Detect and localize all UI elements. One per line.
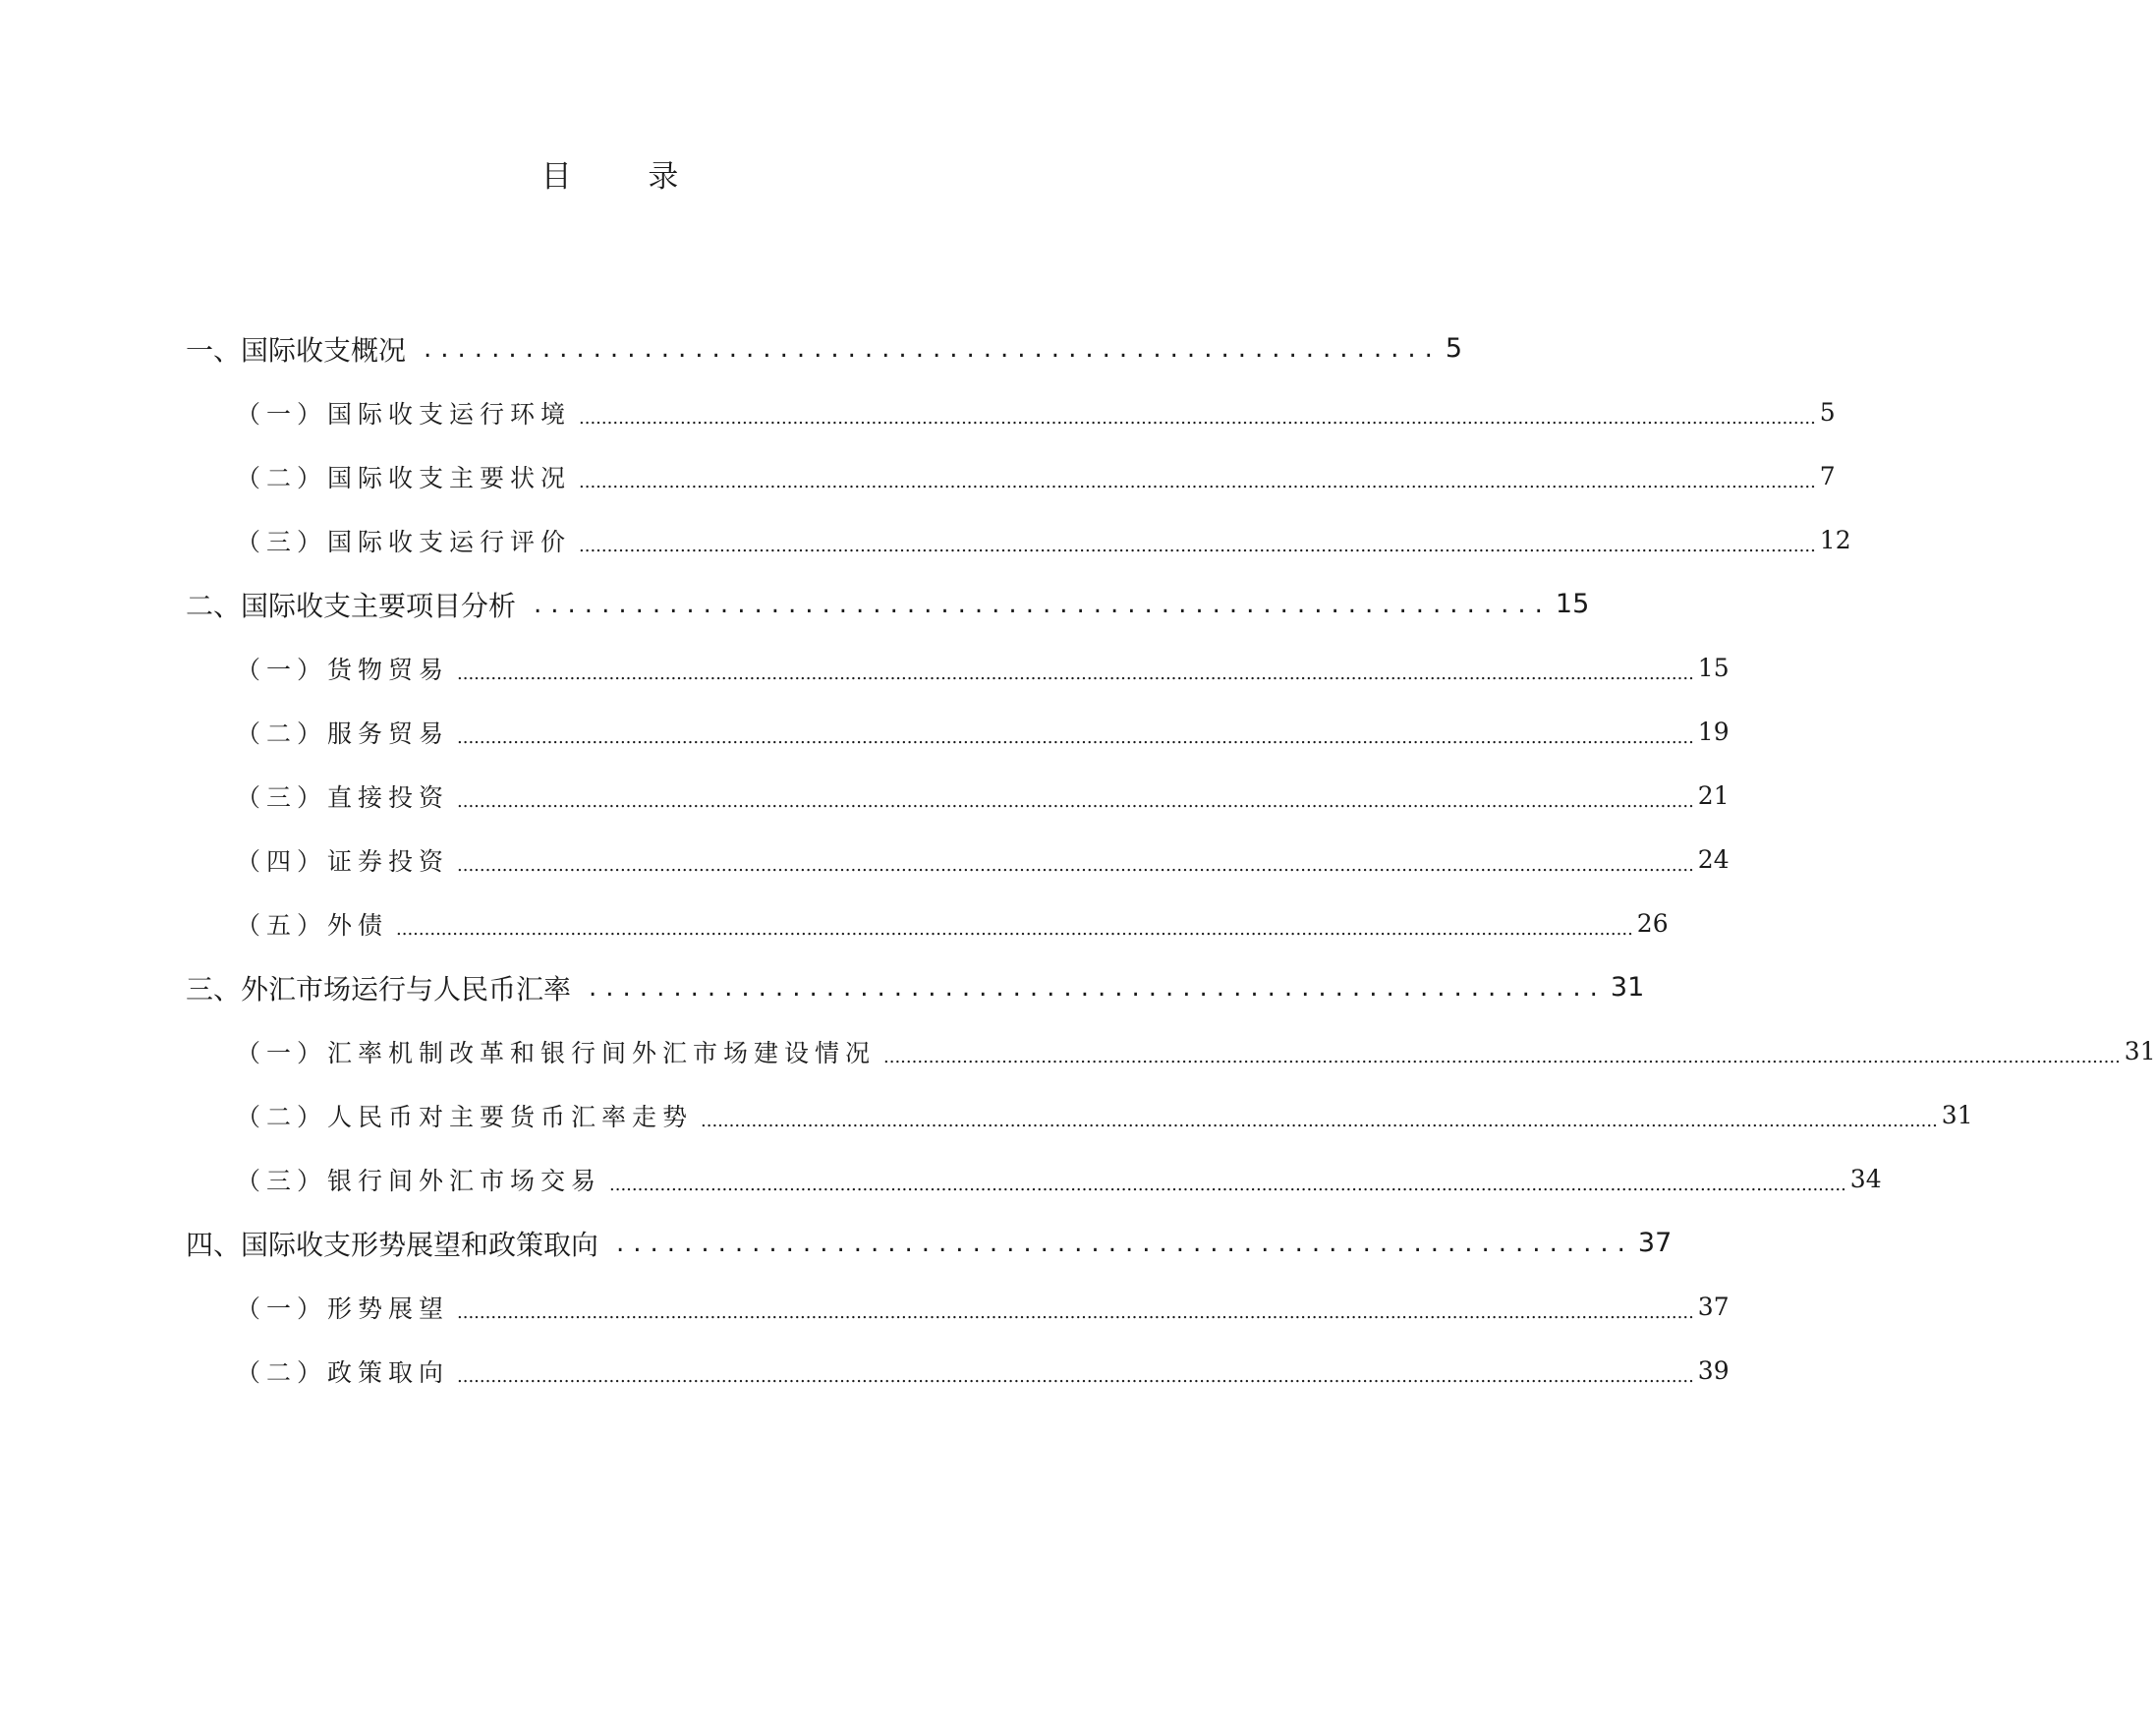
toc-entry-label: （一）汇率机制改革和银行间外汇市场建设情况 [236, 1038, 877, 1067]
toc-section-entry[interactable] [0, 508, 1851, 572]
toc-entry-label: （二）国际收支主要状况 [236, 463, 572, 492]
toc-dot-leader: ............................................................................................................................................................................................................................ [457, 855, 1694, 876]
toc-page-number: 19 [1697, 718, 1730, 746]
toc-chapter-entry[interactable] [0, 1211, 1673, 1275]
table-of-contents [0, 316, 2156, 1403]
toc-page-number: 15 [1697, 654, 1730, 682]
toc-dot-leader: ............................................................................................................................................................................................................................ [579, 536, 1816, 556]
toc-entry-label: （四）证券投资 [236, 846, 450, 876]
toc-dot-leader: ............................................................................................................................................................................................................................ [579, 408, 1816, 429]
toc-section-entry[interactable] [0, 1339, 1730, 1403]
toc-chapter-entry[interactable] [0, 316, 1463, 380]
toc-entry-label: （五）外债 [236, 910, 389, 940]
toc-entry-label: （一）形势展望 [236, 1294, 450, 1323]
toc-entry-label: （三）银行间外汇市场交易 [236, 1166, 602, 1195]
toc-entry-label: （二）人民币对主要货币汇率走势 [236, 1102, 694, 1131]
toc-section-entry[interactable] [0, 1019, 2156, 1083]
toc-page-number: 39 [1697, 1356, 1730, 1385]
toc-chapter-entry[interactable] [0, 572, 1590, 636]
toc-dot-leader: ............................................................................................................................................................................................................................ [457, 1302, 1694, 1323]
toc-page-number: 5 [1819, 398, 1836, 427]
toc-dot-leader: ............................................................................................................................................................................................................................ [457, 727, 1694, 748]
toc-page-number: 5 [1445, 333, 1463, 364]
toc-dot-leader: ............................................................................................................................................................................................................................ [457, 663, 1694, 684]
toc-section-entry[interactable] [0, 891, 1669, 955]
toc-entry-label: （二）政策取向 [236, 1357, 450, 1387]
toc-section-entry[interactable] [0, 444, 1836, 508]
toc-entry-label: （二）服务贸易 [236, 719, 450, 748]
toc-entry-label: （三）国际收支运行评价 [236, 527, 572, 556]
toc-dot-leader: ............................................................................................................................................................................................................................ [457, 1366, 1694, 1387]
toc-page-number: 24 [1697, 845, 1730, 874]
toc-page-number: 26 [1636, 909, 1669, 938]
toc-page-number: 12 [1819, 526, 1851, 554]
toc-entry-label: （一）货物贸易 [236, 655, 450, 684]
toc-section-entry[interactable] [0, 764, 1730, 828]
toc-page-number: 34 [1849, 1165, 1882, 1193]
toc-page-number: 7 [1819, 462, 1836, 490]
toc-entry-label: 三、外汇市场运行与人民币汇率 [186, 972, 572, 1006]
toc-page-number: 31 [1941, 1101, 1973, 1129]
toc-section-entry[interactable] [0, 1275, 1730, 1339]
toc-entry-label: 一、国际收支概况 [186, 333, 407, 367]
toc-dot-leader: ............................................................................................................................................................................................................................ [396, 919, 1633, 940]
toc-entry-label: 四、国际收支形势展望和政策取向 [186, 1228, 599, 1261]
page-title: 目 录 [540, 159, 712, 195]
toc-dot-leader: ............................................................ [589, 972, 1607, 1003]
toc-dot-leader: ............................................................................................................................................................................................................................ [883, 1047, 2121, 1067]
toc-dot-leader: ............................................................ [424, 333, 1442, 364]
toc-dot-leader: ............................................................ [534, 589, 1552, 619]
toc-page-number: 37 [1637, 1228, 1673, 1258]
toc-chapter-entry[interactable] [0, 955, 1645, 1019]
toc-entry-label: （一）国际收支运行环境 [236, 399, 572, 429]
toc-section-entry[interactable] [0, 1083, 1973, 1147]
toc-section-entry[interactable] [0, 828, 1730, 891]
toc-section-entry[interactable] [0, 700, 1730, 764]
toc-section-entry[interactable] [0, 380, 1836, 444]
toc-dot-leader: ............................................................................................................................................................................................................................ [701, 1111, 1938, 1131]
toc-section-entry[interactable] [0, 636, 1730, 700]
toc-dot-leader: ............................................................................................................................................................................................................................ [457, 791, 1694, 812]
toc-dot-leader: ............................................................ [616, 1228, 1634, 1258]
toc-dot-leader: ............................................................................................................................................................................................................................ [579, 472, 1816, 492]
toc-page-number: 31 [2124, 1037, 2156, 1065]
toc-section-entry[interactable] [0, 1147, 1882, 1211]
toc-page-number: 21 [1697, 781, 1730, 810]
toc-entry-label: （三）直接投资 [236, 782, 450, 812]
toc-page-number: 37 [1697, 1293, 1730, 1321]
toc-page-number: 31 [1610, 972, 1645, 1003]
toc-entry-label: 二、国际收支主要项目分析 [186, 589, 517, 622]
toc-page-number: 15 [1555, 589, 1590, 619]
toc-dot-leader: ............................................................................................................................................................................................................................ [609, 1175, 1846, 1195]
